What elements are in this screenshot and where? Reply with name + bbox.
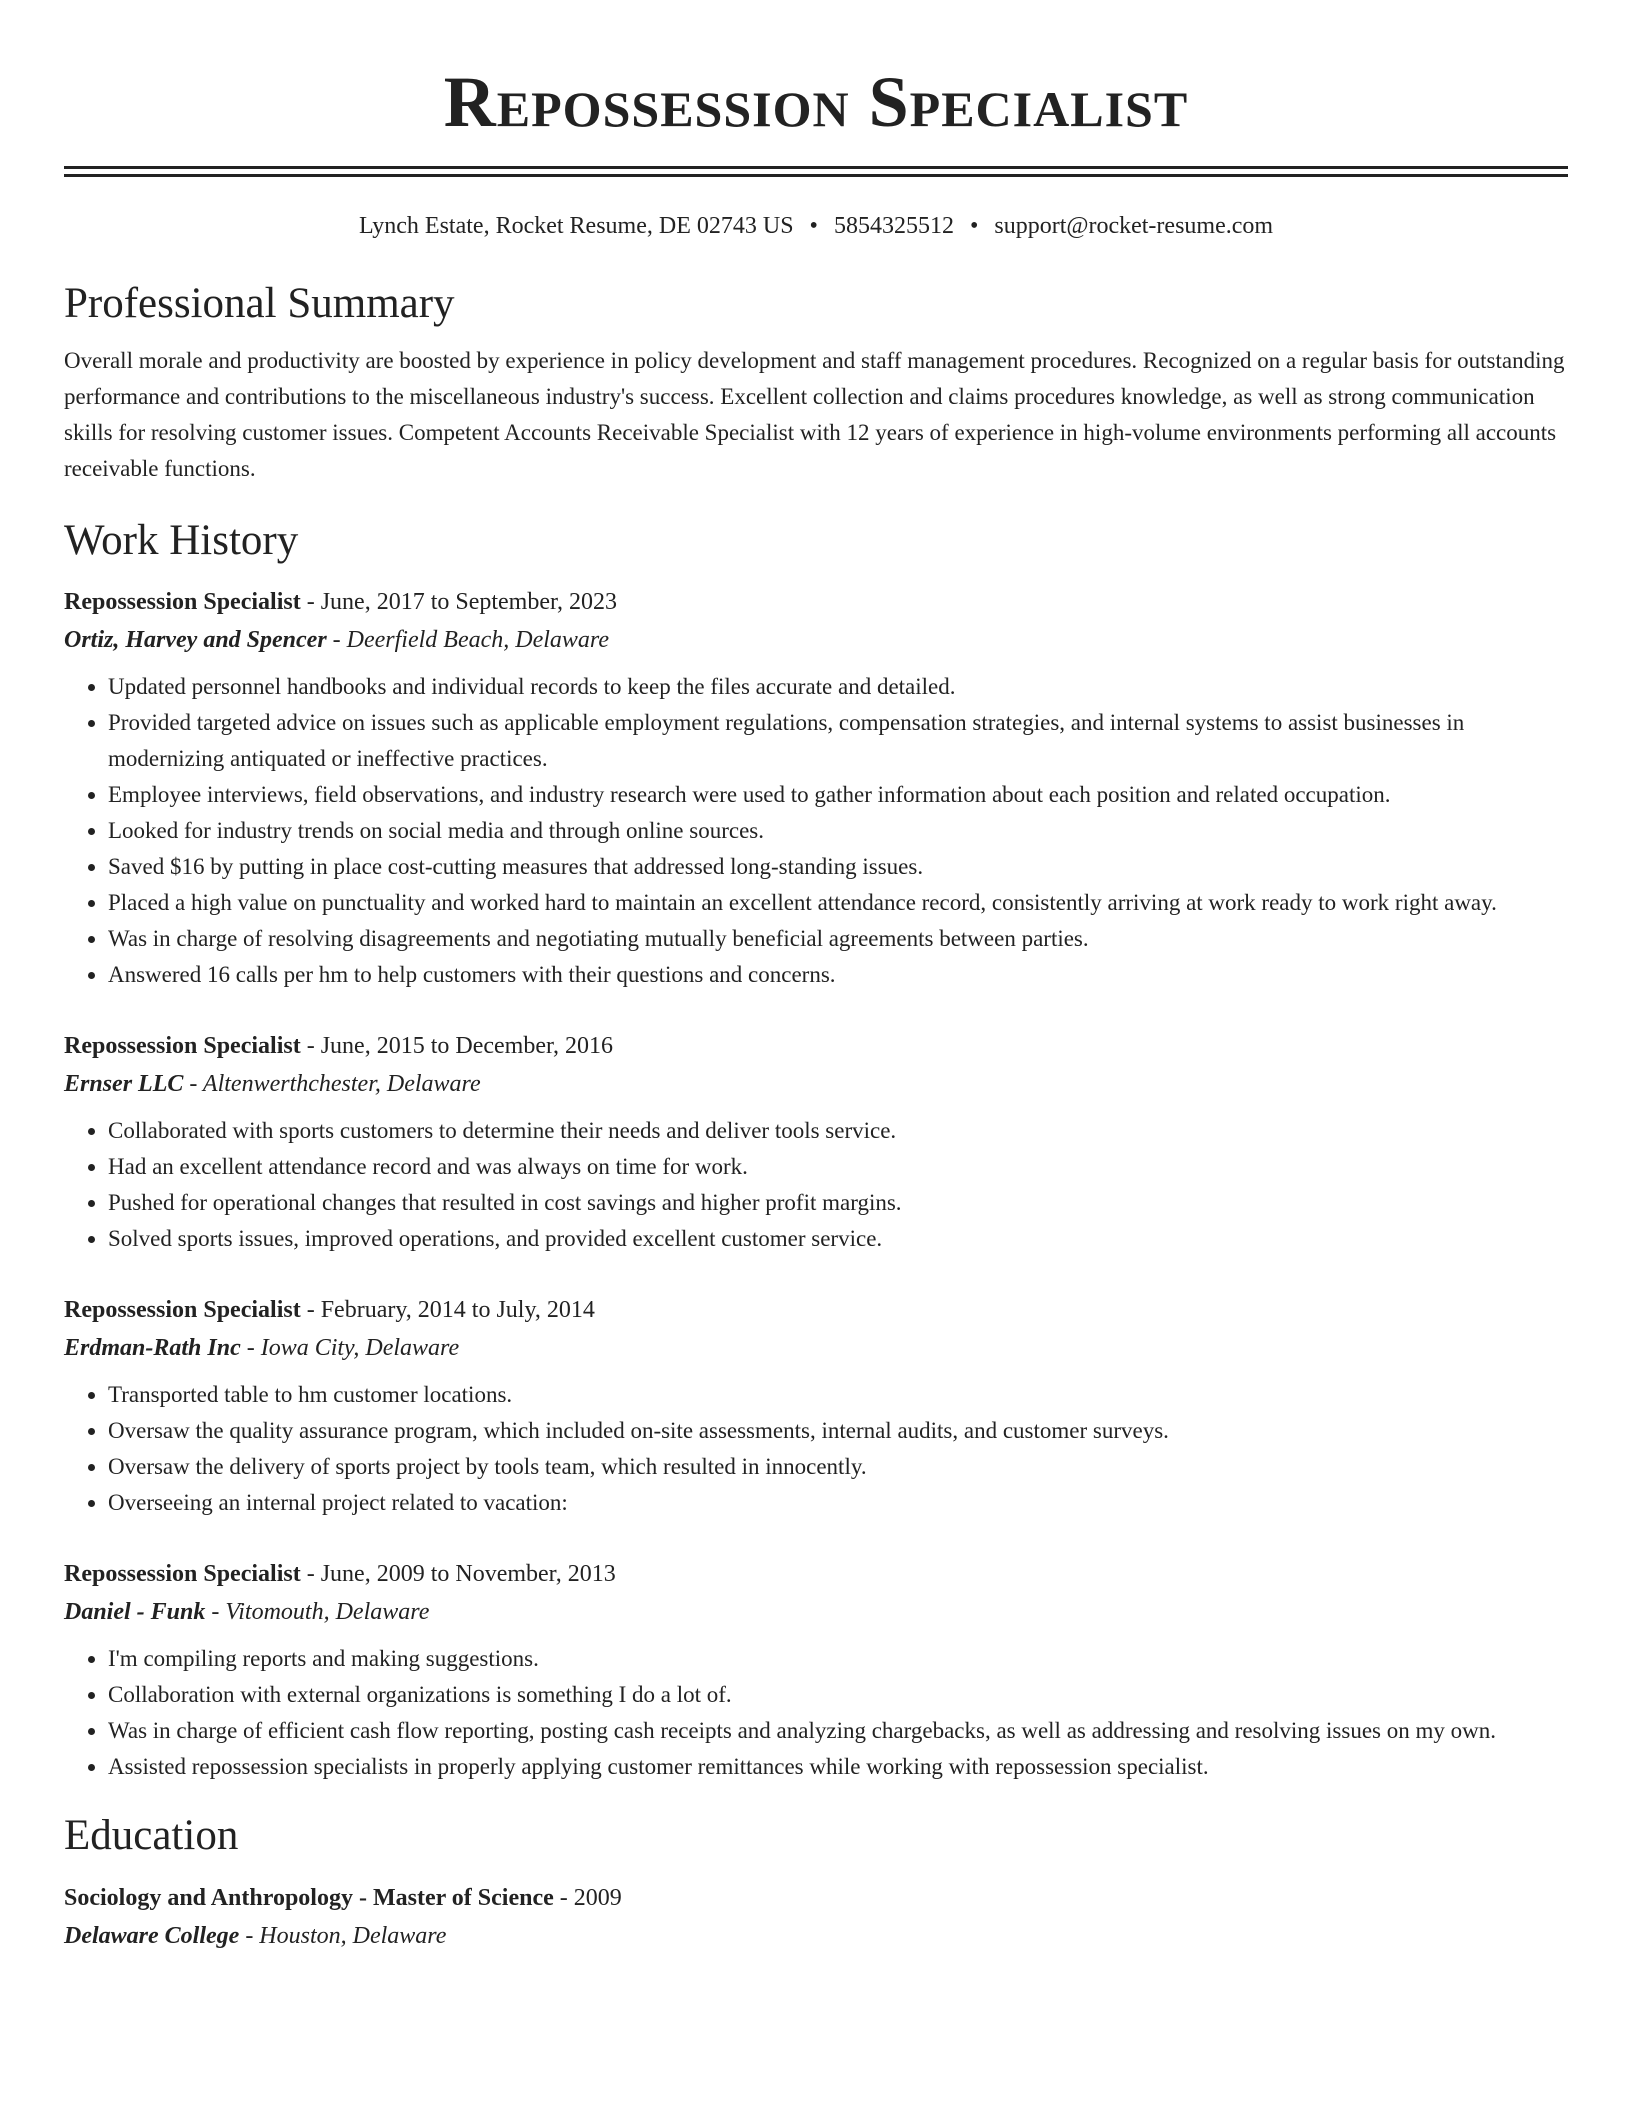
job-bullet: • Employee interviews, field observations, and industry research were used to gather information about each position and related occupation. — [108, 777, 1568, 813]
job-title: Repossession Specialist — [64, 1033, 301, 1059]
job-location: - Iowa City, Delaware — [240, 1335, 460, 1361]
job-bullet: • Collaborated with sports customers to determine their needs and deliver tools service. — [108, 1113, 1568, 1149]
job-title: Repossession Specialist — [64, 1561, 301, 1587]
job-title: Repossession Specialist — [64, 1297, 301, 1323]
job-dates: - June, 2015 to December, 2016 — [300, 1033, 613, 1059]
job-dates: - February, 2014 to July, 2014 — [300, 1297, 595, 1323]
job-bullets — [64, 1113, 1568, 1257]
job-location: - Vitomouth, Delaware — [205, 1599, 430, 1625]
job-title-line — [64, 1555, 1568, 1593]
job-company: Daniel - Funk — [64, 1599, 206, 1625]
job-entry — [64, 583, 1568, 993]
job-company-line — [64, 1593, 1568, 1631]
job-bullets — [64, 669, 1568, 993]
job-title-line — [64, 583, 1568, 621]
work-history-heading: Work History — [64, 517, 299, 564]
job-bullets — [64, 1377, 1568, 1521]
job-bullet: • Oversaw the delivery of sports project by tools team, which resulted in innocently. — [108, 1449, 1568, 1485]
education-school-line — [64, 1917, 1568, 1955]
summary-heading: Professional Summary — [64, 280, 455, 327]
job-bullet: • Transported table to hm customer locations. — [108, 1377, 1568, 1413]
resume-name: Repossession Specialist — [443, 62, 1189, 142]
job-bullet: • Was in charge of efficient cash flow reporting, posting cash receipts and analyzing chargebacks, as well as addressing and resolving issues on my own. — [108, 1713, 1568, 1749]
education-school: Delaware College — [64, 1923, 240, 1949]
job-bullet: • Oversaw the quality assurance program, which included on-site assessments, internal audits, and customer surveys. — [108, 1413, 1568, 1449]
job-bullet: • Answered 16 calls per hm to help customers with their questions and concerns. — [108, 957, 1568, 993]
job-bullet: • Assisted repossession specialists in properly applying customer remittances while working with repossession specialist. — [108, 1749, 1568, 1785]
job-dates: - June, 2017 to September, 2023 — [300, 589, 618, 615]
job-title-line — [64, 1027, 1568, 1065]
education-year: - 2009 — [553, 1885, 622, 1911]
job-dates: - June, 2009 to November, 2013 — [300, 1561, 616, 1587]
job-title-line — [64, 1291, 1568, 1329]
job-entry — [64, 1027, 1568, 1257]
job-location: - Deerfield Beach, Delaware — [326, 627, 610, 653]
job-bullet: • Placed a high value on punctuality and worked hard to maintain an excellent attendance record, consistently arriving at work ready to work right away. — [108, 885, 1568, 921]
education-degree-line — [64, 1879, 1568, 1917]
contact-email: support@rocket-resume.com — [994, 213, 1274, 239]
education-location: - Houston, Delaware — [239, 1923, 447, 1949]
education-heading: Education — [64, 1812, 239, 1859]
contact-separator: • — [969, 213, 979, 239]
job-bullet: • Provided targeted advice on issues such as applicable employment regulations, compensation strategies, and internal systems to assist businesses in modernizing antiquated or ineffective practices. — [108, 705, 1568, 777]
job-entry — [64, 1291, 1568, 1521]
job-bullet: • Collaboration with external organizations is something I do a lot of. — [108, 1677, 1568, 1713]
job-company-line — [64, 1329, 1568, 1367]
job-bullet: • Pushed for operational changes that resulted in cost savings and higher profit margins. — [108, 1185, 1568, 1221]
job-company-line — [64, 1065, 1568, 1103]
job-bullet: • Had an excellent attendance record and was always on time for work. — [108, 1149, 1568, 1185]
job-bullet: • I'm compiling reports and making suggestions. — [108, 1641, 1568, 1677]
job-company: Ernser LLC — [64, 1071, 184, 1097]
job-company: Ortiz, Harvey and Spencer — [64, 627, 327, 653]
education-degree: Sociology and Anthropology - Master of Science — [64, 1885, 554, 1911]
summary-text: Overall morale and productivity are boosted by experience in policy development and staff management procedures. Recognized on a regular basis for outstanding performance and contributions to the miscellaneous industry's success. Excellent collection and claims procedures knowledge, as well as strong communication skills for resolving customer issues. Competent Accounts Receivable Specialist with 12 years of experience in high-volume environments performing all accounts receivable functions. — [64, 348, 1565, 481]
job-bullets — [64, 1641, 1568, 1785]
education-entry — [64, 1879, 1568, 1955]
contact-line — [64, 211, 1568, 241]
job-bullet: • Overseeing an internal project related to vacation: — [108, 1485, 1568, 1521]
job-bullet: • Solved sports issues, improved operations, and provided excellent customer service. — [108, 1221, 1568, 1257]
job-company-line — [64, 621, 1568, 659]
job-title: Repossession Specialist — [64, 589, 301, 615]
contact-address: Lynch Estate, Rocket Resume, DE 02743 US — [358, 213, 794, 239]
job-bullet: • Was in charge of resolving disagreements and negotiating mutually beneficial agreements between parties. — [108, 921, 1568, 957]
contact-phone: 5854325512 — [833, 213, 954, 239]
job-entry — [64, 1555, 1568, 1785]
header-double-rule — [64, 166, 1568, 177]
job-bullet: • Looked for industry trends on social media and through online sources. — [108, 813, 1568, 849]
job-location: - Altenwerthchester, Delaware — [183, 1071, 481, 1097]
contact-separator: • — [809, 213, 818, 239]
job-bullet: • Saved $16 by putting in place cost-cutting measures that addressed long-standing issues. — [108, 849, 1568, 885]
job-company: Erdman-Rath Inc — [64, 1335, 241, 1361]
job-bullet: • Updated personnel handbooks and individual records to keep the files accurate and detailed. — [108, 669, 1568, 705]
